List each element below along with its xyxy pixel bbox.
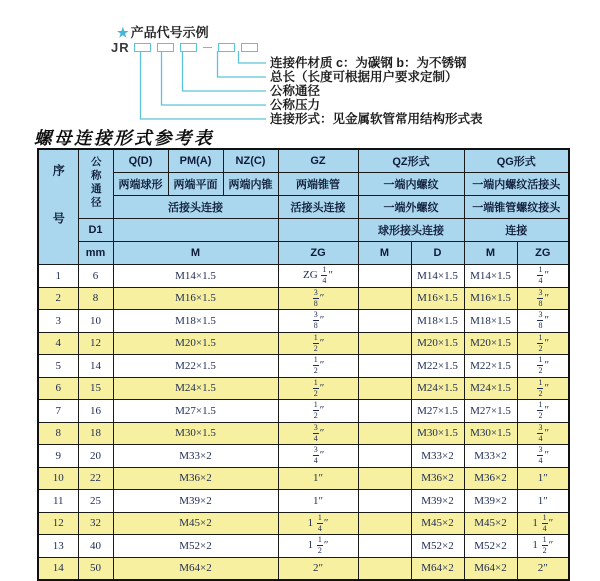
star-icon: ★ — [117, 25, 129, 40]
cell-qz-d: M22×1.5 — [411, 355, 464, 378]
cell-seq: 14 — [38, 557, 78, 580]
cell-gz-zg: ZG $\frac{1}{4}$ ″ — [278, 265, 358, 288]
cell-dn: 16 — [78, 400, 113, 423]
table-row — [38, 422, 569, 445]
table-row — [38, 332, 569, 355]
cell-qg-zg: $\frac{1}{4}$ ″ — [517, 265, 569, 288]
table-row — [38, 265, 569, 288]
table-row — [38, 467, 569, 490]
subheader-gz-empty — [278, 219, 358, 242]
subheader-q-ends: 两端球形 — [113, 173, 168, 196]
cell-dn: 15 — [78, 377, 113, 400]
cell-m-thread: M30×1.5 — [113, 422, 278, 445]
table-row — [38, 310, 569, 333]
cell-gz-zg: $\frac{1}{2}$ ″ — [278, 332, 358, 355]
label-nominal-diameter: 公称通径 — [270, 84, 321, 98]
subheader-pm-ends: 两端平面 — [168, 173, 223, 196]
cell-qz-d: M24×1.5 — [411, 377, 464, 400]
cell-dn: 8 — [78, 287, 113, 310]
subheader-union-joint: 活接头连接 — [113, 196, 278, 219]
cell-qz-d: M45×2 — [411, 512, 464, 535]
subheader-qg-2: 一端锥管螺纹接头 — [464, 196, 569, 219]
cell-seq: 4 — [38, 332, 78, 355]
cell-seq: 2 — [38, 287, 78, 310]
cell-gz-zg: $\frac{3}{4}$ ″ — [278, 445, 358, 468]
cell-qz-m — [358, 287, 411, 310]
cell-qz-d: M30×1.5 — [411, 422, 464, 445]
cell-qz-m — [358, 332, 411, 355]
cell-qg-m: M18×1.5 — [464, 310, 517, 333]
cell-qg-zg: $\frac{1}{2}$ ″ — [517, 377, 569, 400]
cell-qg-m: M52×2 — [464, 535, 517, 558]
nut-connection-table — [37, 148, 570, 581]
cell-qz-d: M36×2 — [411, 467, 464, 490]
cell-qg-zg: $\frac{1}{2}$ ″ — [517, 332, 569, 355]
cell-qz-m — [358, 355, 411, 378]
cell-qz-d: M20×1.5 — [411, 332, 464, 355]
cell-qz-m — [358, 265, 411, 288]
cell-qg-m: M24×1.5 — [464, 377, 517, 400]
table-row — [38, 512, 569, 535]
cell-qg-zg: 1 $\frac{1}{4}$ ″ — [517, 512, 569, 535]
cell-m-thread: M27×1.5 — [113, 400, 278, 423]
cell-qz-d: M14×1.5 — [411, 265, 464, 288]
subheader-qg-1: 一端内螺纹活接头 — [464, 173, 569, 196]
cell-qg-zg: 1″ — [517, 490, 569, 513]
table-row — [38, 557, 569, 580]
cell-m-thread: M18×1.5 — [113, 310, 278, 333]
cell-dn: 32 — [78, 512, 113, 535]
cell-qg-zg: 1″ — [517, 467, 569, 490]
cell-qg-m: M64×2 — [464, 557, 517, 580]
table-body — [38, 265, 569, 581]
cell-qz-d: M64×2 — [411, 557, 464, 580]
cell-seq: 3 — [38, 310, 78, 333]
cell-qg-m: M14×1.5 — [464, 265, 517, 288]
table-row — [38, 377, 569, 400]
cell-qg-m: M20×1.5 — [464, 332, 517, 355]
product-code-heading-text: 产品代号示例 — [130, 25, 209, 40]
cell-dn: 40 — [78, 535, 113, 558]
cell-qz-m — [358, 490, 411, 513]
col-header-nz: NZ(C) — [223, 149, 278, 173]
cell-dn: 20 — [78, 445, 113, 468]
cell-m-thread: M39×2 — [113, 490, 278, 513]
cell-gz-zg: 1″ — [278, 490, 358, 513]
cell-dn: 22 — [78, 467, 113, 490]
cell-m-thread: M24×1.5 — [113, 377, 278, 400]
label-connection-form: 连接形式：见金属软管常用结构形式表 — [270, 112, 483, 126]
cell-gz-zg: $\frac{3}{8}$ ″ — [278, 310, 358, 333]
table-row — [38, 445, 569, 468]
cell-gz-zg: $\frac{3}{8}$ ″ — [278, 287, 358, 310]
cell-dn: 14 — [78, 355, 113, 378]
cell-seq: 9 — [38, 445, 78, 468]
subheader-nz-ends: 两端内锥 — [223, 173, 278, 196]
cell-gz-zg: 1″ — [278, 467, 358, 490]
cell-m-thread: M16×1.5 — [113, 287, 278, 310]
col-header-qg: QG形式 — [464, 149, 569, 173]
col-header-dn: 公称通径 — [78, 149, 113, 219]
cell-qz-m — [358, 467, 411, 490]
cell-gz-zg: $\frac{3}{4}$ ″ — [278, 422, 358, 445]
cell-m-thread: M22×1.5 — [113, 355, 278, 378]
label-total-length: 总长（长度可根据用户要求定制） — [270, 70, 458, 84]
unit-header-gz-zg: ZG — [278, 242, 358, 265]
cell-gz-zg: $\frac{1}{2}$ ″ — [278, 377, 358, 400]
cell-qg-zg: $\frac{1}{2}$ ″ — [517, 355, 569, 378]
cell-m-thread: M52×2 — [113, 535, 278, 558]
table-row — [38, 535, 569, 558]
cell-m-thread: M20×1.5 — [113, 332, 278, 355]
cell-qz-d: M52×2 — [411, 535, 464, 558]
cell-qz-d: M18×1.5 — [411, 310, 464, 333]
cell-qg-zg: 1 $\frac{1}{2}$ ″ — [517, 535, 569, 558]
table-row — [38, 490, 569, 513]
cell-qg-m: M39×2 — [464, 490, 517, 513]
cell-qg-zg: $\frac{3}{8}$ ″ — [517, 310, 569, 333]
cell-qg-zg: 2″ — [517, 557, 569, 580]
cell-qz-m — [358, 422, 411, 445]
col-header-q: Q(D) — [113, 149, 168, 173]
table-row — [38, 287, 569, 310]
subheader-gz-ends: 两端锥管 — [278, 173, 358, 196]
subheader-qpn-empty — [113, 219, 278, 242]
cell-dn: 50 — [78, 557, 113, 580]
cell-dn: 12 — [78, 332, 113, 355]
cell-gz-zg: 1 $\frac{1}{2}$ ″ — [278, 535, 358, 558]
cell-qz-d: M39×2 — [411, 490, 464, 513]
subheader-qz-3: 球形接头连接 — [358, 219, 464, 242]
cell-seq: 12 — [38, 512, 78, 535]
cell-qz-m — [358, 512, 411, 535]
unit-header-qz-d: D — [411, 242, 464, 265]
cell-m-thread: M45×2 — [113, 512, 278, 535]
cell-gz-zg: $\frac{1}{2}$ ″ — [278, 400, 358, 423]
cell-qz-m — [358, 557, 411, 580]
subheader-qg-3: 连接 — [464, 219, 569, 242]
cell-m-thread: M36×2 — [113, 467, 278, 490]
cell-qz-m — [358, 400, 411, 423]
cell-qg-zg: $\frac{3}{4}$ ″ — [517, 445, 569, 468]
cell-qg-m: M33×2 — [464, 445, 517, 468]
cell-dn: 25 — [78, 490, 113, 513]
cell-seq: 6 — [38, 377, 78, 400]
table-header — [38, 149, 569, 265]
cell-qz-m — [358, 535, 411, 558]
table-row — [38, 400, 569, 423]
cell-qg-m: M22×1.5 — [464, 355, 517, 378]
label-material: 连接件材质 c：为碳钢 b：为不锈钢 — [270, 56, 467, 70]
col-header-qz: QZ形式 — [358, 149, 464, 173]
cell-dn: 10 — [78, 310, 113, 333]
unit-header-qz-m: M — [358, 242, 411, 265]
unit-header-mm: mm — [78, 242, 113, 265]
cell-gz-zg: 1 $\frac{1}{4}$ ″ — [278, 512, 358, 535]
subheader-d1: D1 — [78, 219, 113, 242]
cell-qg-m: M36×2 — [464, 467, 517, 490]
cell-qz-d: M33×2 — [411, 445, 464, 468]
cell-qg-zg: $\frac{3}{4}$ ″ — [517, 422, 569, 445]
cell-seq: 7 — [38, 400, 78, 423]
cell-dn: 6 — [78, 265, 113, 288]
cell-qz-d: M27×1.5 — [411, 400, 464, 423]
cell-qg-m: M16×1.5 — [464, 287, 517, 310]
cell-seq: 1 — [38, 265, 78, 288]
unit-header-qg-zg: ZG — [517, 242, 569, 265]
cell-m-thread: M33×2 — [113, 445, 278, 468]
cell-gz-zg: 2″ — [278, 557, 358, 580]
cell-qz-m — [358, 310, 411, 333]
cell-qz-d: M16×1.5 — [411, 287, 464, 310]
cell-qg-m: M45×2 — [464, 512, 517, 535]
cell-gz-zg: $\frac{1}{2}$ ″ — [278, 355, 358, 378]
cell-qg-m: M27×1.5 — [464, 400, 517, 423]
cell-m-thread: M14×1.5 — [113, 265, 278, 288]
subheader-qz-1: 一端内螺纹 — [358, 173, 464, 196]
cell-m-thread: M64×2 — [113, 557, 278, 580]
subheader-gz-joint: 活接头连接 — [278, 196, 358, 219]
cell-qg-zg: $\frac{3}{8}$ ″ — [517, 287, 569, 310]
cell-seq: 8 — [38, 422, 78, 445]
unit-header-m: M — [113, 242, 278, 265]
cell-dn: 18 — [78, 422, 113, 445]
cell-seq: 10 — [38, 467, 78, 490]
col-header-seq: 序号 — [38, 149, 78, 265]
table-row — [38, 355, 569, 378]
cell-qg-zg: $\frac{1}{2}$ ″ — [517, 400, 569, 423]
table-title: 螺母连接形式参考表 — [34, 129, 214, 149]
cell-seq: 5 — [38, 355, 78, 378]
cell-seq: 13 — [38, 535, 78, 558]
subheader-qz-2: 一端外螺纹 — [358, 196, 464, 219]
code-prefix: JR — [111, 40, 130, 55]
cell-qz-m — [358, 377, 411, 400]
cell-qg-m: M30×1.5 — [464, 422, 517, 445]
cell-qz-m — [358, 445, 411, 468]
col-header-pm: PM(A) — [168, 149, 223, 173]
col-header-gz: GZ — [278, 149, 358, 173]
label-nominal-pressure: 公称压力 — [270, 98, 321, 112]
unit-header-qg-m: M — [464, 242, 517, 265]
cell-seq: 11 — [38, 490, 78, 513]
